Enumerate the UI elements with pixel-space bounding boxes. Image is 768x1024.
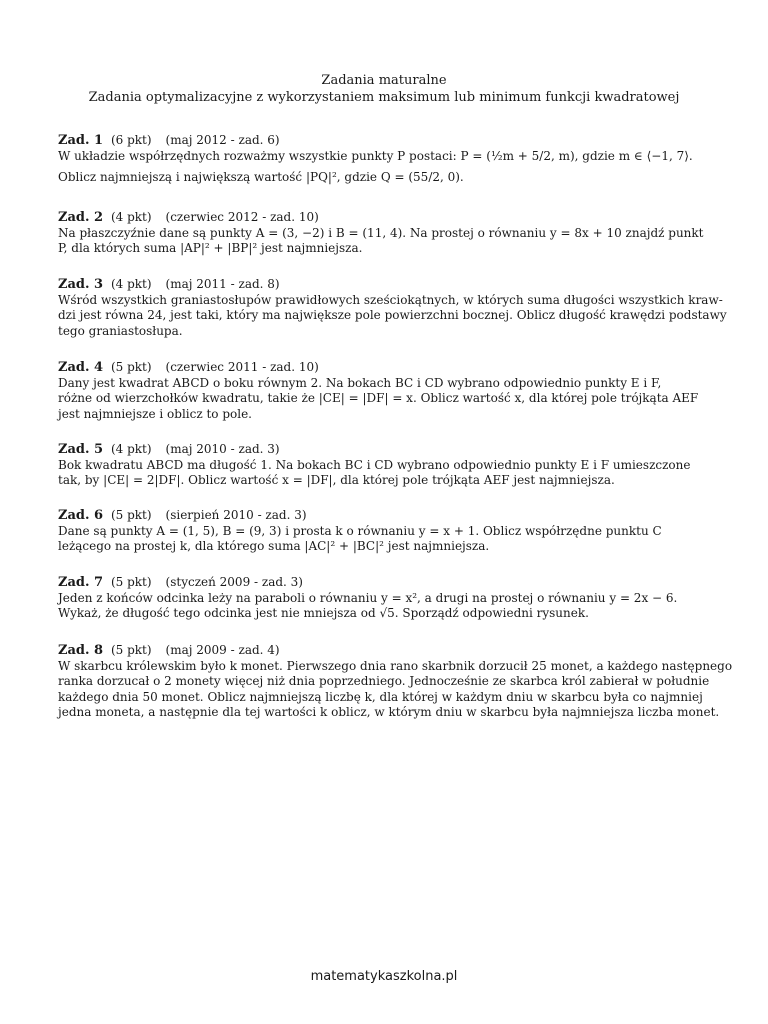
problem-label: Zad. 7	[58, 575, 104, 590]
problem-label: Zad. 1	[58, 133, 104, 148]
problem-source: (maj 2009 - zad. 4)	[165, 643, 280, 657]
problem-label: Zad. 8	[58, 643, 104, 658]
problem-source: (maj 2012 - zad. 6)	[165, 133, 280, 147]
problem-7	[58, 575, 722, 622]
problem-line: Wśród wszystkich graniastosłupów prawidłowych sześciokątnych, w których suma długości wszystkich kraw-	[58, 292, 723, 307]
problem-line: Wykaż, że długość tego odcinka jest nie mniejsza od √5. Sporządź odpowiedni rysunek.	[58, 606, 589, 620]
problem-label: Zad. 2	[58, 210, 104, 225]
problem-source: (maj 2011 - zad. 8)	[165, 277, 280, 291]
problem-line: Bok kwadratu ABCD ma długość 1. Na bokach BC i CD wybrano odpowiednio punkty E i F umieszczone	[58, 457, 691, 472]
problem-line: P, dla których suma |AP|² + |BP|² jest najmniejsza.	[58, 241, 363, 255]
problem-3	[58, 277, 727, 339]
problem-line: jest najmniejsze i oblicz to pole.	[58, 406, 252, 421]
problem-source: (maj 2010 - zad. 3)	[165, 442, 280, 456]
problem-points: (5 pkt)	[110, 360, 152, 374]
problem-line: tak, by |CE| = 2|DF|. Oblicz wartość x = |DF|, dla której pole trójkąta AEF jest najmniejsza.	[58, 473, 615, 487]
problem-6	[58, 508, 722, 555]
problem-source: (czerwiec 2012 - zad. 10)	[165, 210, 319, 224]
problem-line: różne od wierzchołków kwadratu, takie że |CE| = |DF| = x. Oblicz wartość x, dla której pole trójkąta AEF	[58, 391, 699, 405]
problem-points: (5 pkt)	[110, 643, 152, 657]
problem-line: dzi jest równa 24, jest taki, który ma największe pole powierzchni bocznej. Oblicz długość krawędzi podstawy	[58, 308, 727, 322]
problem-line: leżącego na prostej k, dla którego suma |AC|² + |BC|² jest najmniejsza.	[58, 539, 490, 553]
problem-points: (4 pkt)	[110, 210, 152, 224]
problem-line: W skarbcu królewskim było k monet. Pierwszego dnia rano skarbnik dorzucił 25 monet, a każdego następnego	[58, 658, 733, 673]
problem-line: każdego dnia 50 monet. Oblicz najmniejszą liczbę k, dla której w każdym dniu w skarbcu była co najmniej	[58, 689, 703, 704]
problem-8	[58, 643, 733, 721]
problem-line: tego graniastosłupa.	[58, 323, 183, 338]
problem-source: (czerwiec 2011 - zad. 10)	[165, 360, 319, 374]
problem-label: Zad. 3	[58, 277, 104, 292]
problem-label: Zad. 4	[58, 360, 104, 375]
problem-line: Jeden z końców odcinka leży na paraboli o równaniu y = x², a drugi na prostej o równaniu y = 2x − 6.	[58, 590, 678, 605]
problem-label: Zad. 6	[58, 508, 104, 523]
problem-points: (6 pkt)	[110, 133, 152, 147]
footer-site-link[interactable]: matematykaszkolna.pl	[310, 969, 458, 984]
problem-source: (styczeń 2009 - zad. 3)	[165, 575, 303, 589]
problem-label: Zad. 5	[58, 442, 104, 457]
page-subtitle: Zadania optymalizacyjne z wykorzystaniem maksimum lub minimum funkcji kwadratowej	[88, 90, 680, 105]
problem-5	[58, 442, 722, 489]
problem-line: Dany jest kwadrat ABCD o boku równym 2. Na bokach BC i CD wybrano odpowiednio punkty E i F,	[58, 375, 662, 390]
problem-line: jedna moneta, a następnie dla tej wartości k oblicz, w którym dniu w skarbcu była najmniejsza liczba monet.	[58, 705, 720, 719]
problem-source: (sierpień 2010 - zad. 3)	[165, 508, 307, 522]
problem-1	[58, 133, 722, 186]
page-title: Zadania maturalne	[321, 73, 447, 88]
problem-2	[58, 210, 722, 257]
page-header	[0, 72, 768, 106]
problem-points: (5 pkt)	[110, 508, 152, 522]
problem-line: Na płaszczyźnie dane są punkty A = (3, −2) i B = (11, 4). Na prostej o równaniu y = 8x + 10 znajdź punkt	[58, 225, 704, 240]
problem-line: W układzie współrzędnych rozważmy wszystkie punkty P postaci: P = (½m + 5/2, m), gdzie m ∈ ⟨−1, 7⟩.	[58, 148, 693, 163]
problem-line: ranka dorzucał o 2 monety więcej niż dnia poprzedniego. Jednocześnie ze skarbca król zabierał w południe	[58, 674, 710, 688]
problem-line: Dane są punkty A = (1, 5), B = (9, 3) i prosta k o równaniu y = x + 1. Oblicz współrzędne punktu C	[58, 523, 662, 538]
problem-4	[58, 360, 722, 422]
problem-points: (5 pkt)	[110, 575, 152, 589]
problem-points: (4 pkt)	[110, 442, 152, 456]
problem-points: (4 pkt)	[110, 277, 152, 291]
problem-line: Oblicz najmniejszą i największą wartość |PQ|², gdzie Q = (55/2, 0).	[58, 170, 464, 184]
